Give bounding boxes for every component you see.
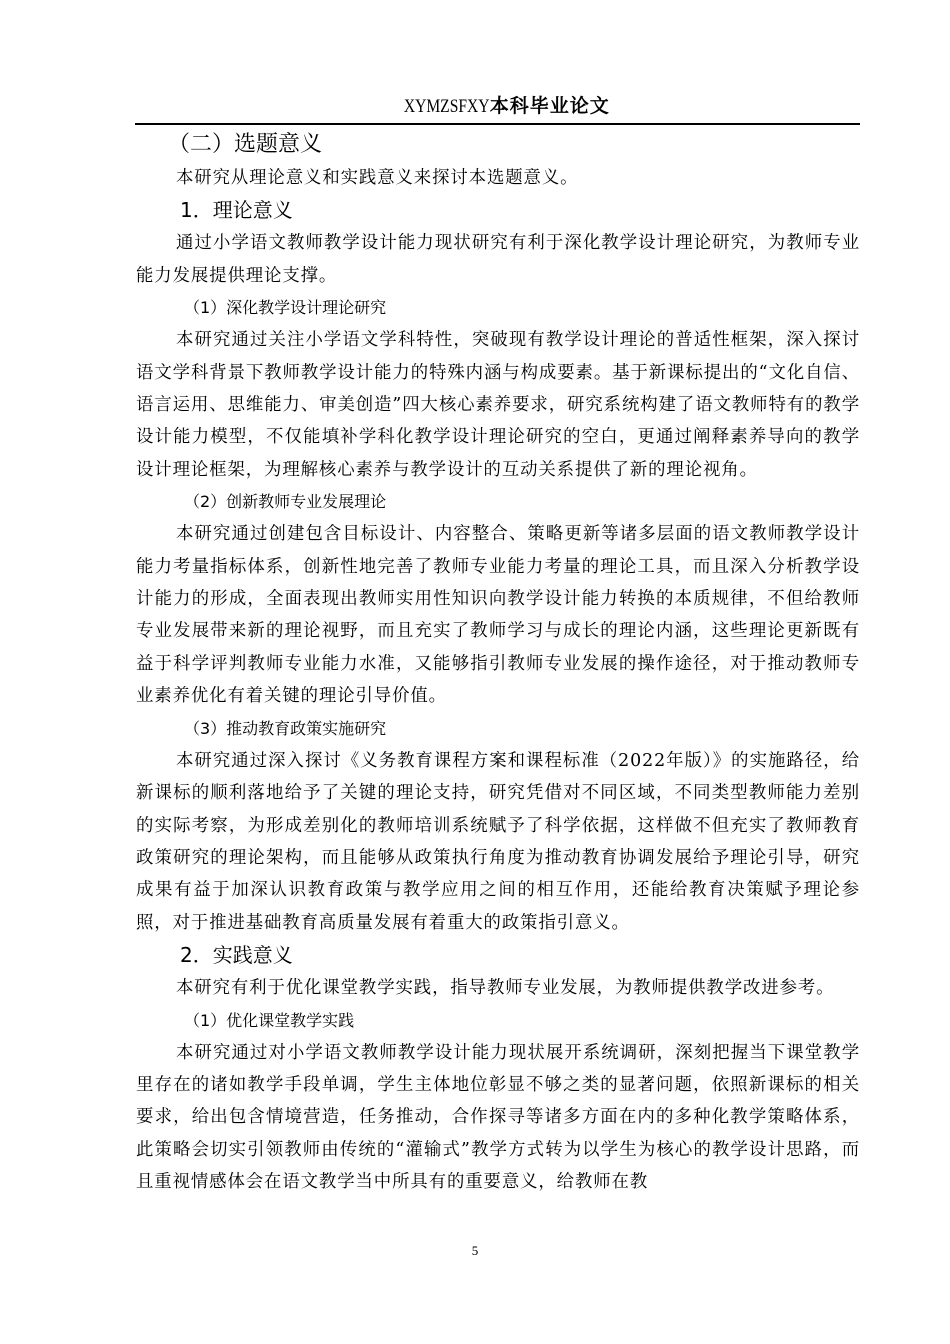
subsection-heading: （2）创新教师专业发展理论 xyxy=(184,492,387,512)
subsection-body: 本研究通过关注小学语文学科特性，突破现有教学设计理论的普适性框架，深入探讨语文学科背景下教师教学设计能力的特殊内涵与构成要素。基于新课标提出的“文化自信、语言运用、思维能力、审美创造”四大核心素养要求，研究系统构建了语文教师特有的教学设计能力模型，不仅能填补学科化教学设计理论研究的空白，更通过阐释素养导向的教学设计理论框架，为理解核心素养与教学设计的互动关系提供了新的理论视角。 xyxy=(136,330,860,480)
header-thesis-label: 本科毕业论文 xyxy=(489,95,610,117)
part-intro-theory: 通过小学语文教师教学设计能力现状研究有利于深化教学设计理论研究，为教师专业能力发展提供理论支撑。 xyxy=(136,233,860,286)
page-number: 5 xyxy=(471,1243,479,1258)
part-heading-practice: 2．实践意义 xyxy=(180,943,293,968)
section-intro: 本研究从理论意义和实践意义来探讨本选题意义。 xyxy=(176,168,579,188)
subsection-body: 本研究通过对小学语文教师教学设计能力现状展开系统调研，深刻把握当下课堂教学里存在的诸如教学手段单调，学生主体地位彰显不够之类的显著问题，依照新课标的相关要求，给出包含情境营造，任务推动，合作探寻等诸多方面在内的多种化教学策略体系，此策略会切实引领教师由传统的“灌输式”教学方式转为以学生为核心的教学设计思路，而且重视情感体会在语文教学当中所具有的重要意义，给教师在教 xyxy=(136,1042,860,1193)
section-heading: （二）选题意义 xyxy=(168,132,323,157)
subsection-heading: （1）优化课堂教学实践 xyxy=(184,1010,355,1030)
header-school-code: XYMZSFXY xyxy=(404,96,490,117)
subsection-body: 本研究通过深入探讨《义务教育课程方案和课程标准（2022年版）》的实施路径，给新课标的顺利落地给予了关键的理论支持，研究凭借对不同区域，不同类型教师能力差别的实际考察，为形成差别化的教师培训系统赋予了科学依据，这样做不但充实了教师教育政策研究的理论架构，而且能够从政策执行角度为推动教育协调发展给予理论引导，研究成果有益于加深认识教育政策与教学应用之间的相互作用，还能给教育决策赋予理论参照，对于推进基础教育高质量发展有着重大的政策指引意义。 xyxy=(136,750,860,933)
part-intro-practice: 本研究有利于优化课堂教学实践，指导教师专业发展，为教师提供教学改进参考。 xyxy=(176,978,835,999)
subsection-heading: （3）推动教育政策实施研究 xyxy=(184,718,387,738)
header-rule xyxy=(135,123,860,125)
part-heading-theory: 1．理论意义 xyxy=(180,198,293,223)
subsection-body: 本研究通过创建包含目标设计、内容整合、策略更新等诸多层面的语文教师教学设计能力考量指标体系，创新性地完善了教师专业能力考量的理论工具，而且深入分析教学设计能力的形成，全面表现出教师实用性知识向教学设计能力转换的本质规律，不但给教师专业发展带来新的理论视野，而且充实了教师学习与成长的理论内涵，这些理论更新既有益于科学评判教师专业能力水准，又能够指引教师专业发展的操作途径，对于推动教师专业素养优化有着关键的理论引导价值。 xyxy=(136,524,860,707)
subsection-heading: （1）深化教学设计理论研究 xyxy=(184,298,387,318)
page-content xyxy=(136,128,860,1199)
running-header xyxy=(135,92,860,124)
